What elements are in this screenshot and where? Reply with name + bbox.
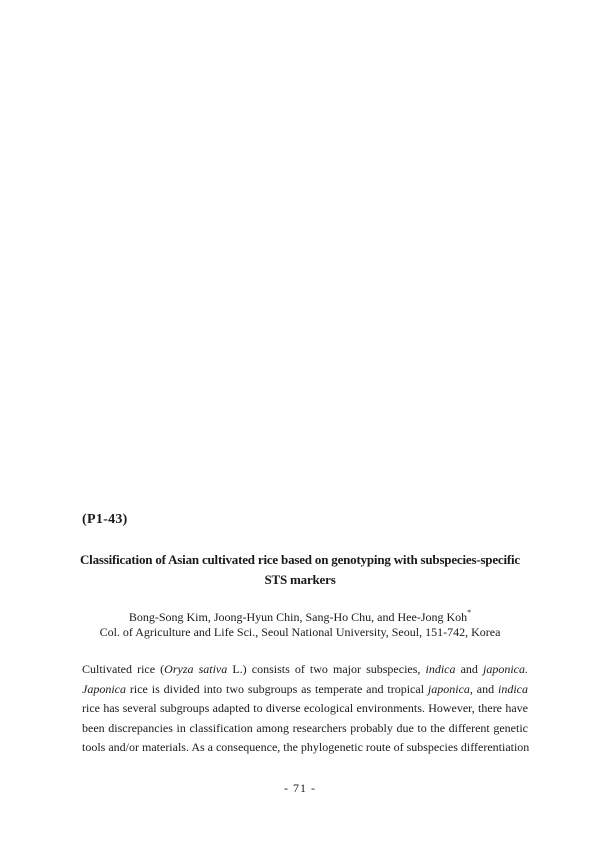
corresponding-author-mark: * — [467, 608, 472, 617]
subspecies-name: indica — [498, 681, 529, 696]
abstract-text: , and — [469, 681, 499, 696]
page-number: - 71 - — [284, 781, 316, 795]
author-names: Bong-Song Kim, Joong-Hyun Chin, Sang-Ho Chu, and Hee-Jong Koh — [128, 610, 468, 624]
abstract-text: and — [455, 662, 484, 676]
species-name: Oryza sativa — [164, 662, 228, 676]
abstract-text: rice is divided into two subgroups as temperate and tropical — [126, 681, 428, 696]
subspecies-name: japonica — [427, 681, 470, 696]
paper-title-line-1: Classification of Asian cultivated rice based on genotyping with subspecies-specific — [79, 552, 521, 567]
abstract-line — [82, 680, 528, 700]
subspecies-name: indica — [425, 662, 456, 676]
abstract-line: been discrepancies in classification among researchers probably due to the different genetic — [82, 720, 528, 735]
paper-title — [60, 550, 540, 590]
abstract-line — [82, 660, 528, 680]
session-code: (P1-43) — [82, 512, 128, 527]
abstract-body — [82, 660, 528, 758]
subspecies-name: Japonica — [82, 681, 126, 696]
abstract-text: L.) consists of two major subspecies, — [227, 662, 426, 676]
subspecies-name: japonica. — [483, 662, 529, 676]
affiliation: Col. of Agriculture and Life Sci., Seoul National University, Seoul, 151-742, Korea — [99, 625, 501, 639]
paper-title-line-2: STS markers — [264, 572, 336, 587]
abstract-line: tools and/or materials. As a consequence, the phylogenetic route of subspecies differentiation — [82, 740, 530, 754]
abstract-text: Cultivated rice ( — [82, 662, 165, 676]
abstract-line: rice has several subgroups adapted to diverse ecological environments. However, there have — [82, 701, 528, 715]
